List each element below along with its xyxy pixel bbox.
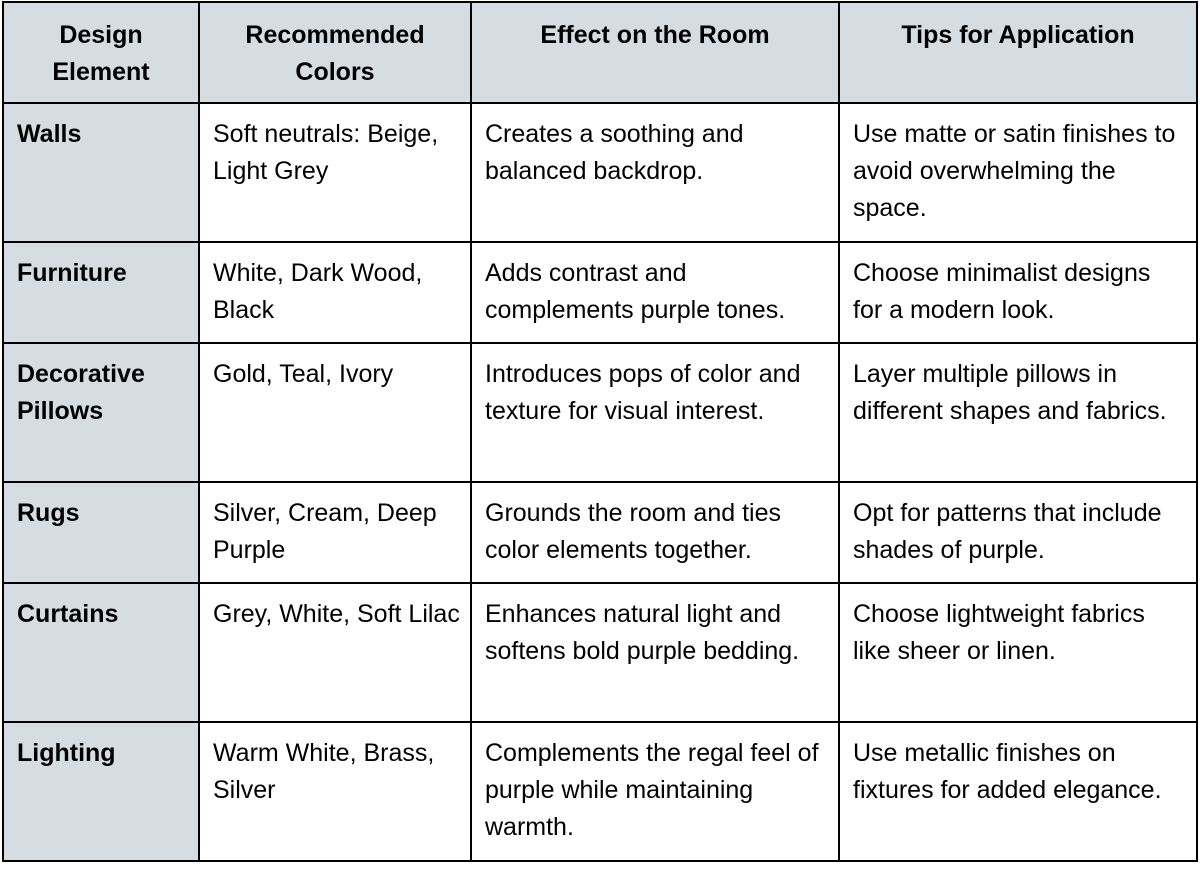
element-cell: Decorative Pillows bbox=[3, 343, 199, 482]
colors-cell: Soft neutrals: Beige, Light Grey bbox=[199, 103, 471, 242]
header-effect-on-room: Effect on the Room bbox=[471, 2, 839, 103]
header-recommended-colors: Recommended Colors bbox=[199, 2, 471, 103]
colors-cell: Silver, Cream, Deep Purple bbox=[199, 482, 471, 583]
effect-cell: Adds contrast and complements purple tones. bbox=[471, 242, 839, 343]
header-tips-for-application: Tips for Application bbox=[839, 2, 1197, 103]
colors-cell: Gold, Teal, Ivory bbox=[199, 343, 471, 482]
effect-cell: Grounds the room and ties color elements together. bbox=[471, 482, 839, 583]
element-cell: Walls bbox=[3, 103, 199, 242]
table-row bbox=[3, 583, 1197, 722]
element-cell: Rugs bbox=[3, 482, 199, 583]
table-row bbox=[3, 103, 1197, 242]
tips-cell: Choose lightweight fabrics like sheer or linen. bbox=[839, 583, 1197, 722]
table-row bbox=[3, 722, 1197, 861]
tips-cell: Use matte or satin finishes to avoid overwhelming the space. bbox=[839, 103, 1197, 242]
colors-cell: White, Dark Wood, Black bbox=[199, 242, 471, 343]
element-cell: Curtains bbox=[3, 583, 199, 722]
header-design-element: Design Element bbox=[3, 2, 199, 103]
effect-cell: Introduces pops of color and texture for visual interest. bbox=[471, 343, 839, 482]
colors-cell: Warm White, Brass, Silver bbox=[199, 722, 471, 861]
effect-cell: Enhances natural light and softens bold purple bedding. bbox=[471, 583, 839, 722]
design-elements-table bbox=[2, 1, 1198, 862]
effect-cell: Complements the regal feel of purple while maintaining warmth. bbox=[471, 722, 839, 861]
table-row bbox=[3, 482, 1197, 583]
element-cell: Lighting bbox=[3, 722, 199, 861]
table-row bbox=[3, 242, 1197, 343]
element-cell: Furniture bbox=[3, 242, 199, 343]
header-row bbox=[3, 2, 1197, 103]
tips-cell: Choose minimalist designs for a modern look. bbox=[839, 242, 1197, 343]
tips-cell: Use metallic finishes on fixtures for added elegance. bbox=[839, 722, 1197, 861]
effect-cell: Creates a soothing and balanced backdrop. bbox=[471, 103, 839, 242]
tips-cell: Layer multiple pillows in different shapes and fabrics. bbox=[839, 343, 1197, 482]
tips-cell: Opt for patterns that include shades of purple. bbox=[839, 482, 1197, 583]
colors-cell: Grey, White, Soft Lilac bbox=[199, 583, 471, 722]
table-row bbox=[3, 343, 1197, 482]
